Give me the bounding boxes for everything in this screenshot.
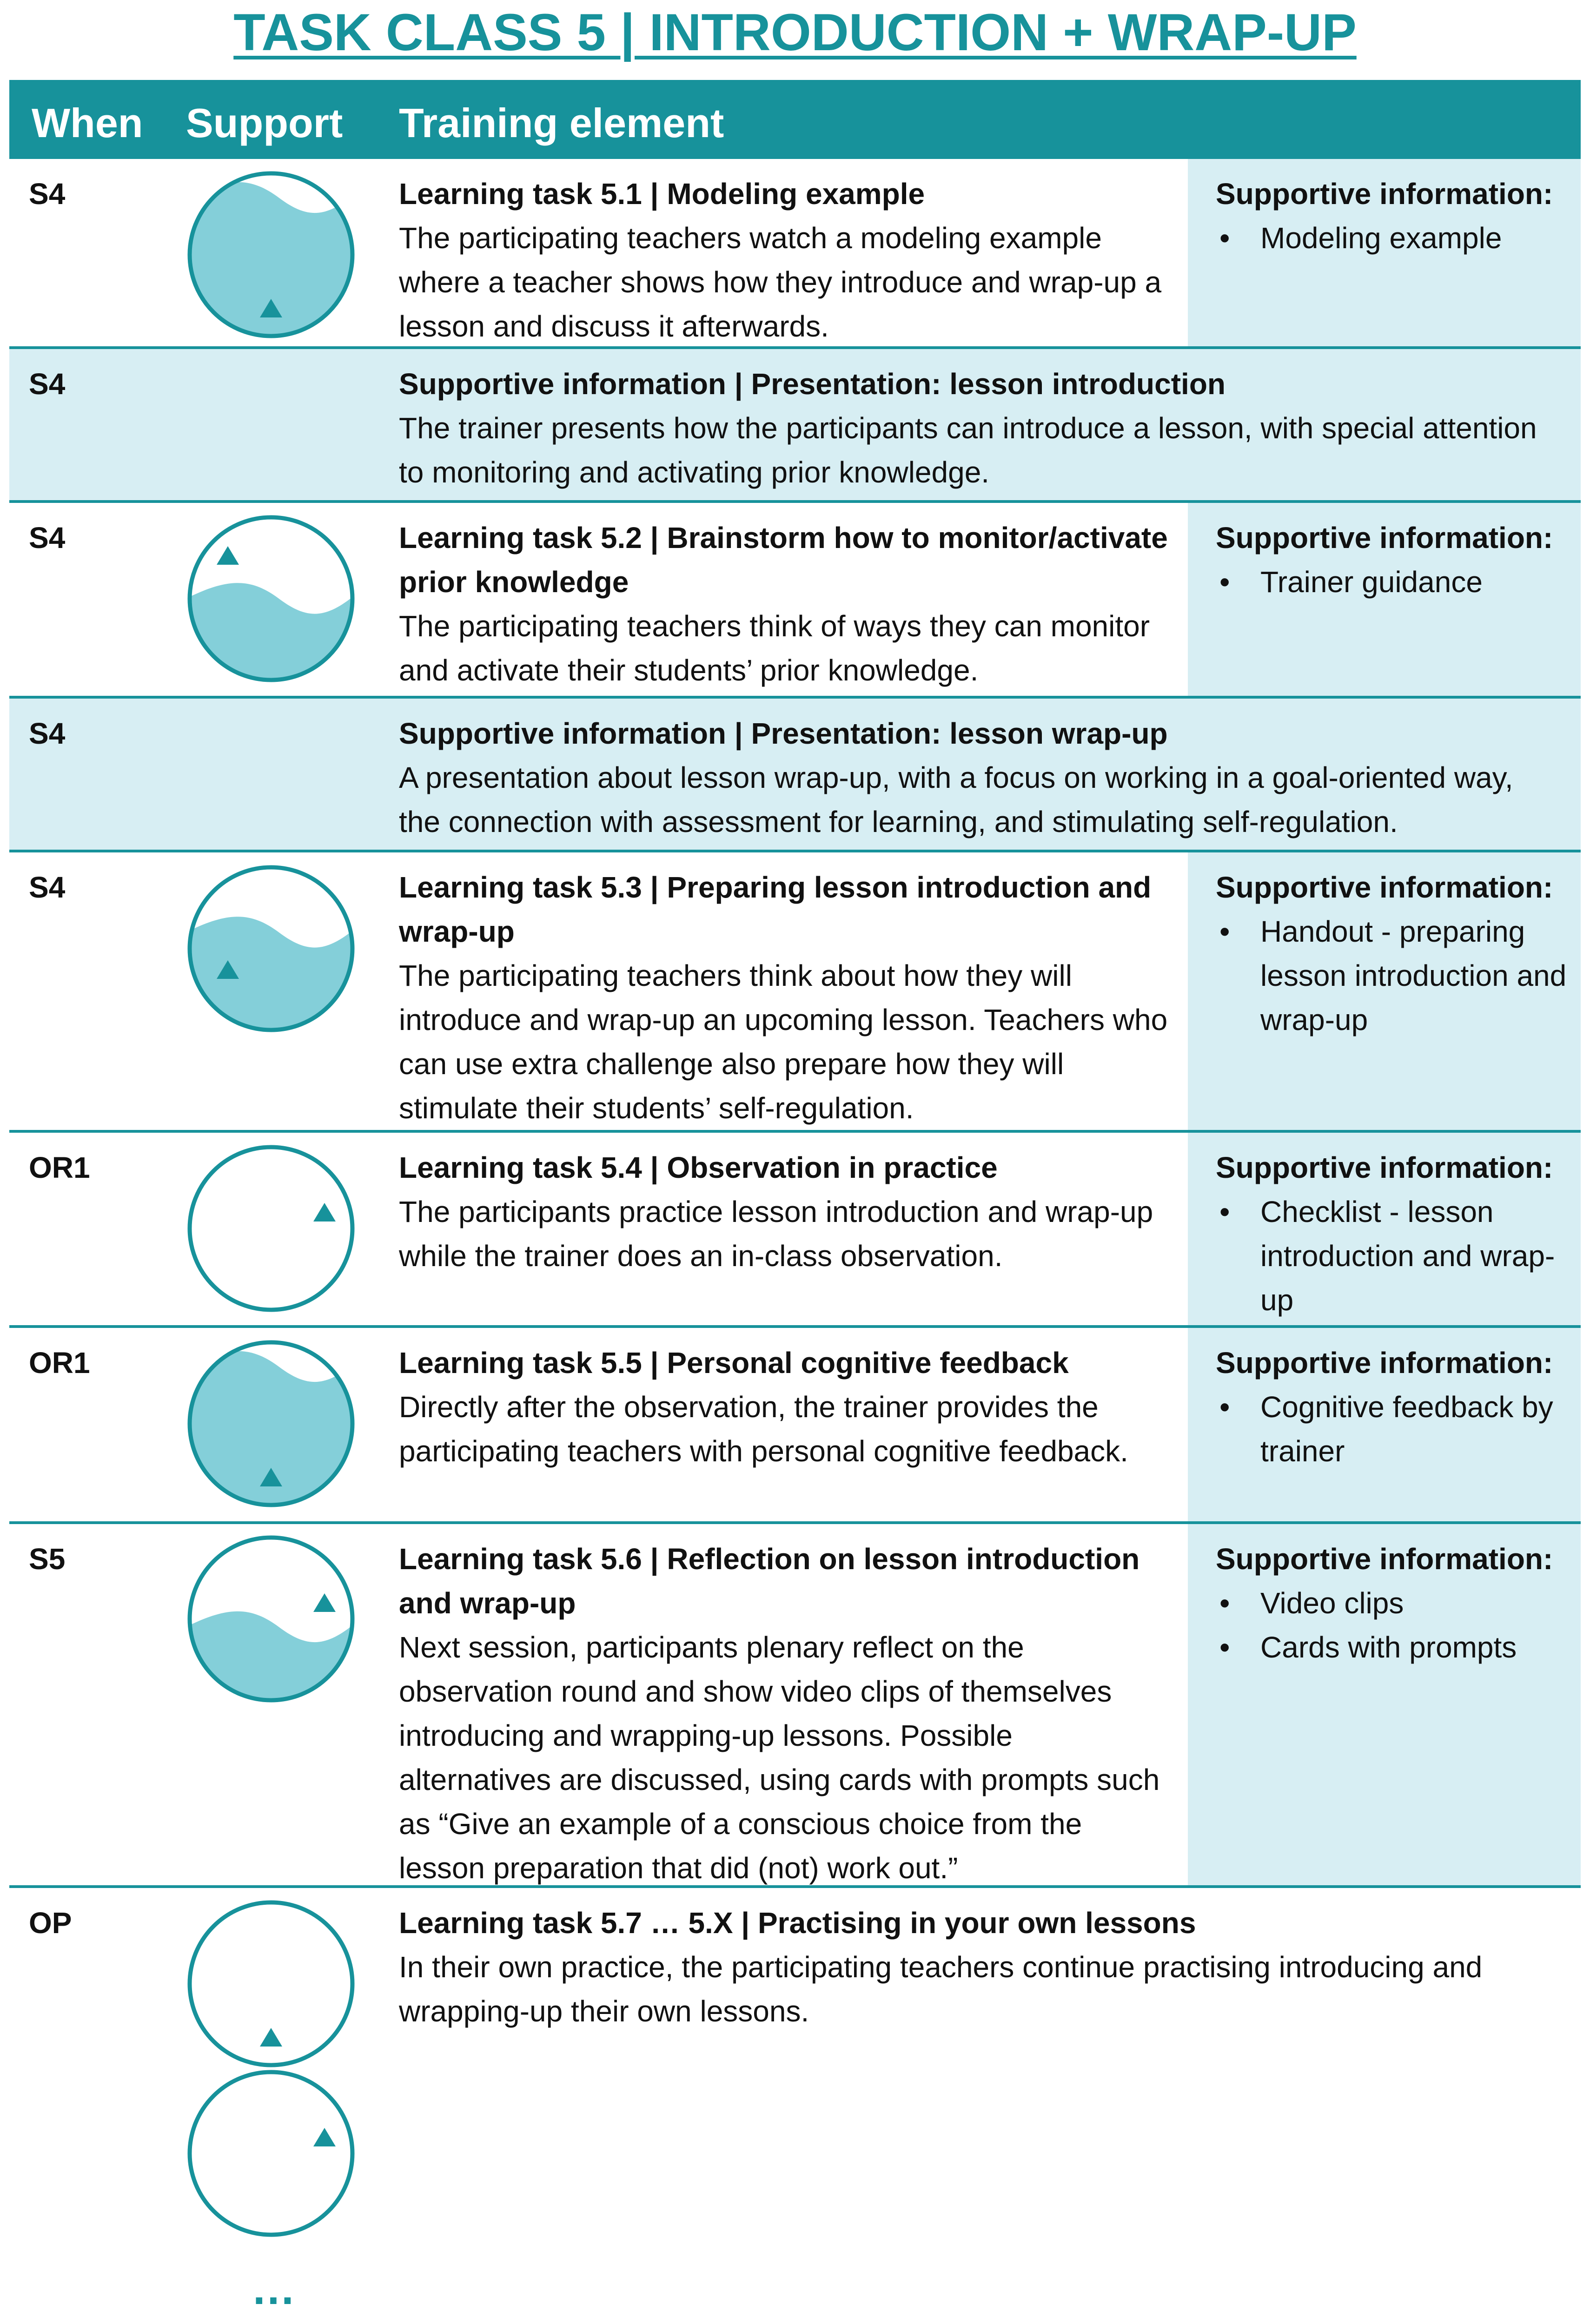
supportive-item: • Cards with prompts — [1216, 1625, 1578, 1670]
training-element — [399, 1146, 1171, 1278]
task-description: The participating teachers think about how they will introduce and wrap-up an upcoming lesson. Teachers who can use extra challenge also prepare how they will stimulate their students’ self-regulation. — [399, 959, 1168, 1125]
training-element — [399, 1537, 1171, 1890]
page-title: TASK CLASS 5 | INTRODUCTION + WRAP-UP — [233, 3, 1357, 61]
header-when: When — [32, 100, 143, 146]
task-description: Directly after the observation, the trainer provides the participating teachers with personal cognitive feedback. — [399, 1390, 1128, 1468]
task-title: Learning task 5.1 | Modeling example — [399, 177, 925, 211]
water-fill — [186, 917, 356, 1034]
task-title: Learning task 5.2 | Brainstorm how to monitor/activate prior knowledge — [399, 521, 1168, 599]
support-circle-icon — [186, 1339, 356, 1509]
ellipsis: … — [251, 2264, 298, 2314]
task-title: Learning task 5.7 … 5.X | Practising in your own lessons — [399, 1906, 1196, 1940]
task-description: Next session, participants plenary reflect on the observation round and show video clips of themselves introducing and wrapping-up lessons. Possible alternatives are discussed, using cards with prompts such as “Give an example of a conscious choice from the lesson preparation that did (not) work out.” — [399, 1631, 1160, 1885]
support-circle-icon — [186, 1899, 356, 2069]
when-label: OR1 — [29, 1151, 90, 1184]
triangle-marker-icon — [217, 546, 239, 565]
supportive-item: • Cognitive feedback by trainer — [1216, 1385, 1578, 1473]
water-fill — [186, 1611, 356, 1704]
triangle-marker-icon — [313, 1203, 336, 1221]
supportive-item: • Modeling example — [1216, 216, 1578, 260]
support-circle-icon — [186, 170, 356, 340]
circle-outline — [190, 1147, 352, 1310]
triangle-marker-icon — [260, 2028, 282, 2047]
training-element — [399, 516, 1171, 693]
training-element — [399, 1341, 1171, 1473]
header-training-element: Training element — [399, 100, 724, 146]
water-fill — [186, 583, 356, 684]
triangle-marker-icon — [313, 1593, 336, 1612]
triangle-marker-icon — [313, 2128, 336, 2146]
training-element — [399, 1901, 1561, 2034]
support-circle-icon — [186, 1534, 356, 1704]
task-title: Learning task 5.4 | Observation in practice — [399, 1151, 998, 1184]
supportive-item: • Handout - preparing lesson introduction and wrap-up — [1216, 910, 1578, 1042]
supportive-item: • Trainer guidance — [1216, 560, 1578, 604]
task-title: Learning task 5.5 | Personal cognitive feedback — [399, 1346, 1069, 1380]
supportive-info — [1216, 1341, 1578, 1473]
table-row — [9, 349, 1581, 500]
task-description: The participants practice lesson introduction and wrap-up while the trainer does an in-class observation. — [399, 1195, 1153, 1273]
support-circle-icon — [186, 1143, 356, 1314]
supportive-item: • Checklist - lesson introduction and wrap-up — [1216, 1190, 1578, 1322]
task-description: The participating teachers watch a modeling example where a teacher shows how they introduce and wrap-up a lesson and discuss it afterwards. — [399, 221, 1162, 343]
task-description: In their own practice, the participating teachers continue practising introducing and wrapping-up their own lessons. — [399, 1950, 1483, 2028]
supportive-title: Supportive information: — [1216, 1151, 1553, 1184]
task-title: Supportive information | Presentation: lesson introduction — [399, 367, 1226, 401]
support-circle-icon — [186, 514, 356, 684]
supportive-title: Supportive information: — [1216, 521, 1553, 555]
supportive-title: Supportive information: — [1216, 871, 1553, 904]
training-element — [399, 362, 1561, 495]
task-description: The participating teachers think of ways they can monitor and activate their students’ prior knowledge. — [399, 609, 1150, 687]
task-description: The trainer presents how the participants can introduce a lesson, with special attention to monitoring and activating prior knowledge. — [399, 411, 1537, 489]
task-title: Learning task 5.3 | Preparing lesson introduction and wrap-up — [399, 871, 1152, 948]
supportive-item: • Video clips — [1216, 1581, 1578, 1625]
when-label: S4 — [29, 177, 66, 211]
supportive-info — [1216, 1537, 1578, 1670]
when-label: OP — [29, 1906, 72, 1940]
supportive-info — [1216, 172, 1578, 260]
when-label: OR1 — [29, 1346, 90, 1380]
supportive-title: Supportive information: — [1216, 177, 1553, 211]
task-title: Supportive information | Presentation: lesson wrap-up — [399, 717, 1168, 750]
support-circle-icon — [186, 864, 356, 1034]
circle-outline — [190, 2072, 352, 2235]
supportive-info — [1216, 865, 1578, 1042]
training-element — [399, 865, 1171, 1130]
when-label: S4 — [29, 521, 66, 555]
supportive-title: Supportive information: — [1216, 1542, 1553, 1576]
supportive-title: Supportive information: — [1216, 1346, 1553, 1380]
table-header — [9, 80, 1581, 159]
supportive-info — [1216, 1146, 1578, 1322]
when-label: S4 — [29, 717, 66, 750]
training-element — [399, 172, 1171, 349]
when-label: S4 — [29, 871, 66, 904]
task-title: Learning task 5.6 | Reflection on lesson introduction and wrap-up — [399, 1542, 1140, 1620]
training-element — [399, 712, 1561, 844]
when-label: S4 — [29, 367, 66, 401]
table-row — [9, 699, 1581, 850]
when-label: S5 — [29, 1542, 66, 1576]
support-circle-icon — [186, 2068, 356, 2238]
task-description: A presentation about lesson wrap-up, with a focus on working in a goal-oriented way, the connection with assessment for learning, and stimulating self-regulation. — [399, 761, 1513, 838]
header-support: Support — [186, 100, 343, 146]
supportive-info — [1216, 516, 1578, 604]
